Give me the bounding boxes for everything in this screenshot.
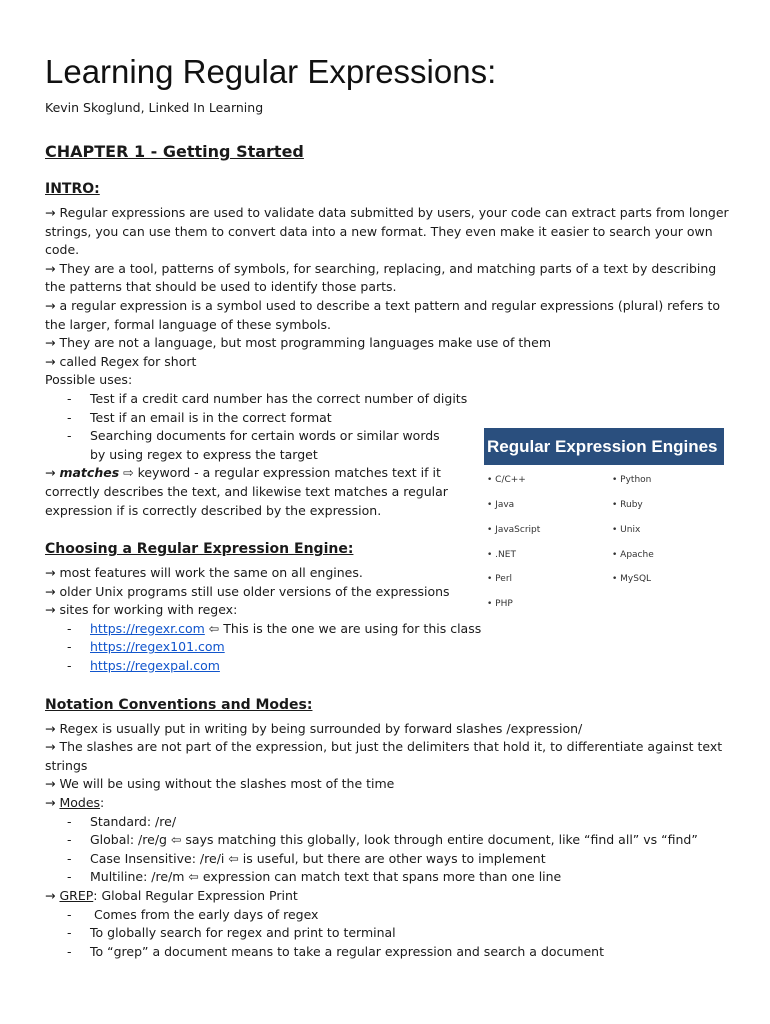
engine-heading: Choosing a Regular Expression Engine: bbox=[45, 541, 354, 558]
grep-item: - To “grep” a document means to take a regular expression and search a document bbox=[45, 943, 735, 962]
grep-line bbox=[45, 887, 735, 906]
engine-entry: • C/C++ bbox=[487, 475, 526, 485]
engine-paragraph-3: → sites for working with regex: bbox=[45, 602, 238, 618]
matches-definition: ⇨ keyword - a regular expression matches text if it correctly describes the text, and likewise text matches a regular expression if is correctly described by the expression. bbox=[45, 465, 448, 518]
use-item: - Searching documents for certain words or similar words by using regex to express the target bbox=[45, 427, 450, 464]
engines-card-title: Regular Expression Engines bbox=[484, 424, 724, 465]
mode-item: - Case Insensitive: /re/i ⇦ is useful, but there are other ways to implement bbox=[45, 850, 735, 869]
intro-paragraph-3: → a regular expression is a symbol used to describe a text pattern and regular expressions (plural) refers to the larger, formal language of these symbols. bbox=[45, 297, 721, 332]
engine-entry: • Apache bbox=[612, 550, 654, 560]
arrow-glyph: → bbox=[45, 465, 56, 481]
grep-label: GREP bbox=[59, 888, 94, 903]
site-item bbox=[45, 657, 735, 676]
uses-label: Possible uses: bbox=[45, 372, 133, 388]
intro-paragraph-2: → They are a tool, patterns of symbols, for searching, replacing, and matching parts of a text by describing the patterns that should be used to identify those parts. bbox=[45, 260, 717, 295]
arrow-glyph: → bbox=[45, 888, 60, 903]
site-note: ⇦ This is the one we are using for this class bbox=[204, 620, 482, 636]
regexr-link[interactable]: https://regexr.com bbox=[90, 620, 205, 636]
intro-paragraph-1: → Regular expressions are used to validate data submitted by users, your code can extract parts from longer strings, you can use them to convert data into a new format. They even make it easier to search your own code. bbox=[45, 205, 729, 258]
mode-item: - Multiline: /re/m ⇦ expression can match text that spans more than one line bbox=[45, 868, 735, 887]
engine-entry: • Java bbox=[487, 500, 515, 510]
modes-label: Modes bbox=[59, 795, 101, 811]
document-title: Learning Regular Expressions: bbox=[45, 53, 497, 90]
author-line: Kevin Skoglund, Linked In Learning bbox=[45, 100, 264, 115]
regex-engines-image bbox=[484, 424, 724, 620]
notation-paragraph-3: → We will be using without the slashes most of the time bbox=[45, 776, 395, 792]
grep-definition: : Global Regular Expression Print bbox=[93, 888, 298, 903]
engine-entry: • Perl bbox=[487, 574, 513, 584]
intro-heading: INTRO: bbox=[45, 181, 100, 197]
engine-entry: • Python bbox=[612, 475, 652, 485]
notation-paragraph-2: → The slashes are not part of the expression, but just the delimiters that hold it, to differentiate against text strings bbox=[45, 739, 723, 773]
regex101-link[interactable]: https://regex101.com bbox=[90, 639, 225, 655]
mode-item: - Global: /re/g ⇦ says matching this globally, look through entire document, like “find all” vs “find” bbox=[45, 831, 735, 850]
engine-paragraph-2: → older Unix programs still use older versions of the expressions bbox=[45, 583, 450, 599]
modes-colon: : bbox=[100, 795, 105, 811]
intro-paragraph-4: → They are not a language, but most programming languages make use of them bbox=[45, 335, 552, 351]
notation-paragraph-1: → Regex is usually put in writing by being surrounded by forward slashes /expression/ bbox=[45, 720, 583, 736]
engines-list bbox=[484, 465, 724, 615]
regexpal-link[interactable]: https://regexpal.com bbox=[90, 658, 220, 674]
grep-item: - To globally search for regex and print to terminal bbox=[45, 924, 735, 943]
grep-item: - Comes from the early days of regex bbox=[45, 906, 735, 925]
chapter-heading: CHAPTER 1 - Getting Started bbox=[45, 142, 304, 161]
engine-entry: • JavaScript bbox=[487, 525, 541, 535]
matches-keyword: matches bbox=[59, 465, 120, 481]
notation-section bbox=[45, 720, 735, 962]
mode-item: - Standard: /re/ bbox=[45, 813, 735, 832]
matches-paragraph bbox=[45, 464, 465, 520]
notation-heading: Notation Conventions and Modes: bbox=[45, 696, 313, 713]
site-item bbox=[45, 620, 735, 639]
engine-entry: • PHP bbox=[487, 599, 513, 609]
intro-paragraph-5: → called Regex for short bbox=[45, 353, 197, 369]
engine-entry: • MySQL bbox=[612, 574, 652, 584]
modes-line bbox=[45, 794, 735, 813]
engine-entry: • Ruby bbox=[612, 500, 643, 510]
engine-entry: • Unix bbox=[612, 525, 641, 535]
engine-paragraph-1: → most features will work the same on all engines. bbox=[45, 565, 363, 581]
engine-entry: • .NET bbox=[487, 550, 516, 560]
arrow-glyph: → bbox=[45, 795, 60, 811]
use-item: - Test if an email is in the correct format bbox=[45, 409, 735, 428]
site-item bbox=[45, 638, 735, 657]
use-item: - Test if a credit card number has the correct number of digits bbox=[45, 390, 735, 409]
